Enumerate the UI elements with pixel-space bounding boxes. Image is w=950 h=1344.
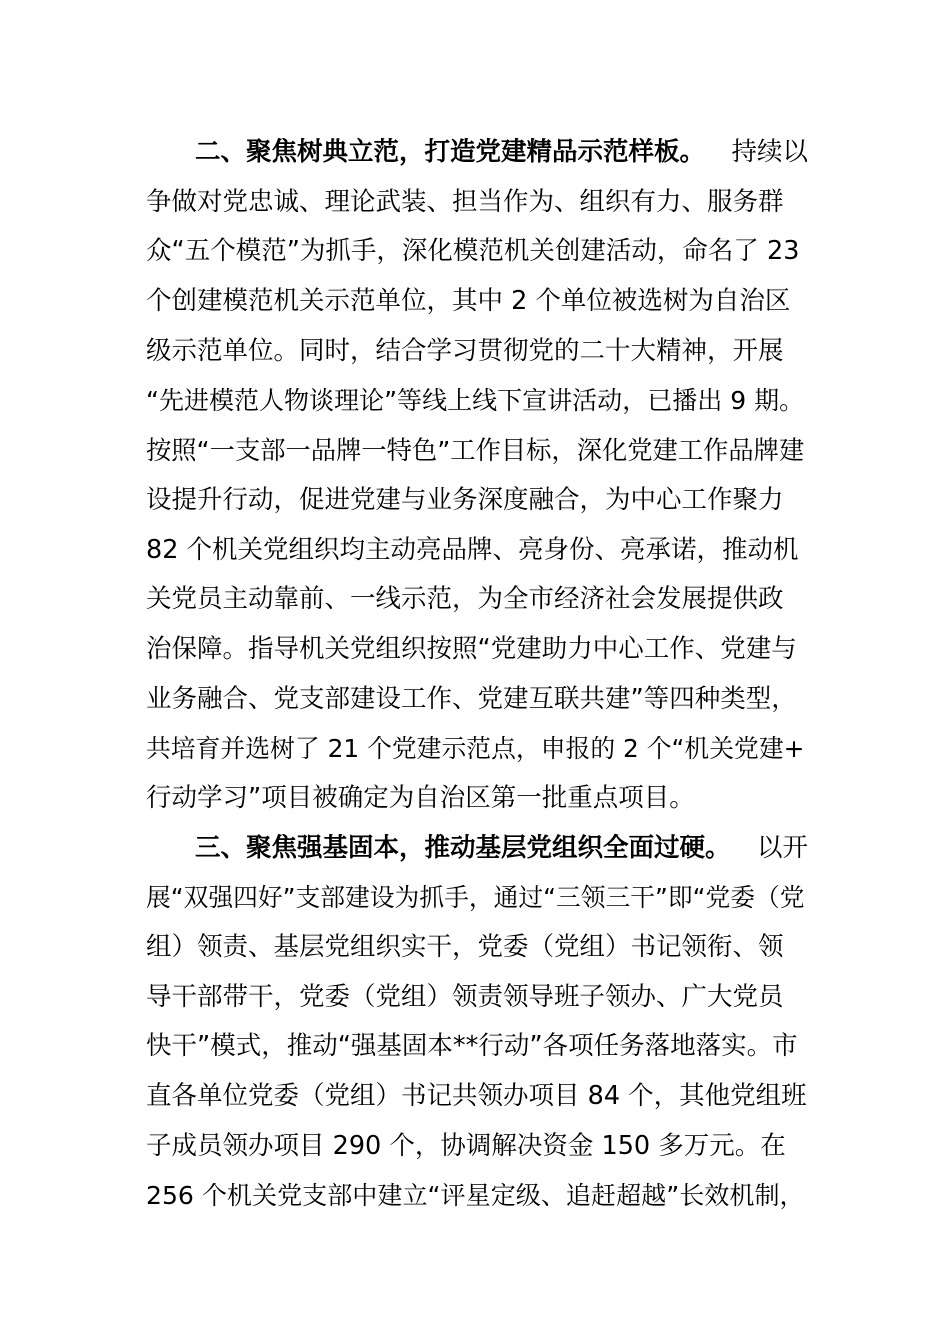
paragraph-line bbox=[146, 526, 808, 576]
paragraph-line bbox=[146, 227, 808, 277]
paragraph-line bbox=[146, 178, 808, 228]
paragraph-line bbox=[146, 973, 808, 1023]
paragraph-text: 众“五个模范”为抓手，深化模范机关创建活动，命名了 23 bbox=[146, 236, 800, 267]
paragraph-text: 治保障。指导机关党组织按照“党建助力中心工作、党建与 bbox=[146, 633, 797, 664]
paragraph-line bbox=[146, 376, 808, 426]
paragraph-line bbox=[146, 277, 808, 327]
paragraph-text: 关党员主动靠前、一线示范，为全市经济社会发展提供政 bbox=[146, 584, 784, 615]
paragraph-line bbox=[146, 675, 808, 725]
paragraph-text: “先进模范人物谈理论”等线上线下宣讲活动，已播出 9 期。 bbox=[146, 386, 805, 416]
paragraph-line bbox=[146, 1122, 808, 1172]
paragraph-text: 展“双强四好”支部建设为抓手，通过“三领三干”即“党委（党 bbox=[146, 883, 805, 913]
paragraph-text: 级示范单位。同时，结合学习贯彻党的二十大精神，开展 bbox=[146, 335, 784, 366]
paragraph-line bbox=[146, 873, 808, 923]
paragraph-line bbox=[146, 1171, 808, 1221]
paragraph-line bbox=[146, 923, 808, 973]
paragraph-text: 按照“一支部一品牌一特色”工作目标，深化党建工作品牌建 bbox=[146, 436, 805, 466]
paragraph-line bbox=[146, 128, 808, 178]
document-body bbox=[146, 128, 808, 1221]
paragraph-text: 直各单位党委（党组）书记共领办项目 84 个，其他党组班 bbox=[146, 1081, 807, 1112]
paragraph-text: 快干”模式，推动“强基固本**行动”各项任务落地落实。市 bbox=[146, 1031, 798, 1062]
section-heading: 三、聚焦强基固本，推动基层党组织全面过硬。 bbox=[195, 832, 731, 863]
paragraph-text: 共培育并选树了 21 个党建示范点，申报的 2 个“机关党建+ bbox=[146, 734, 805, 764]
paragraph-line bbox=[146, 426, 808, 476]
paragraph-line bbox=[146, 724, 808, 774]
paragraph-line bbox=[146, 575, 808, 625]
paragraph-text: 导干部带干，党委（党组）领责领导班子领办、广大党员 bbox=[146, 981, 784, 1012]
paragraph-line bbox=[146, 824, 808, 874]
paragraph-text: 业务融合、党支部建设工作、党建互联共建”等四种类型， bbox=[146, 683, 797, 714]
paragraph-line bbox=[146, 327, 808, 377]
paragraph-text: 组）领责、基层党组织实干，党委（党组）书记领衔、领 bbox=[146, 932, 784, 962]
paragraph-text: 个创建模范机关示范单位，其中 2 个单位被选树为自治区 bbox=[146, 286, 791, 317]
paragraph-text: 以开 bbox=[756, 832, 808, 863]
paragraph-text: 设提升行动，促进党建与业务深度融合，为中心工作聚力 bbox=[146, 484, 784, 515]
section-heading: 二、聚焦树典立范，打造党建精品示范样板。 bbox=[195, 137, 706, 167]
paragraph-text: 82 个机关党组织均主动亮品牌、亮身份、亮承诺，推动机 bbox=[146, 534, 799, 565]
paragraph-line bbox=[146, 774, 808, 824]
paragraph-line bbox=[146, 1072, 808, 1122]
paragraph-text: 持续以 bbox=[731, 137, 808, 167]
paragraph-text: 争做对党忠诚、理论武装、担当作为、组织有力、服务群 bbox=[146, 186, 784, 217]
paragraph-line bbox=[146, 476, 808, 526]
paragraph-line bbox=[146, 1022, 808, 1072]
paragraph-text: 256 个机关党支部中建立“评星定级、追赶超越”长效机制， bbox=[146, 1181, 805, 1211]
paragraph-text: 子成员领办项目 290 个，协调解决资金 150 多万元。在 bbox=[146, 1130, 786, 1161]
paragraph-text: 行动学习”项目被确定为自治区第一批重点项目。 bbox=[146, 782, 695, 813]
paragraph-line bbox=[146, 625, 808, 675]
